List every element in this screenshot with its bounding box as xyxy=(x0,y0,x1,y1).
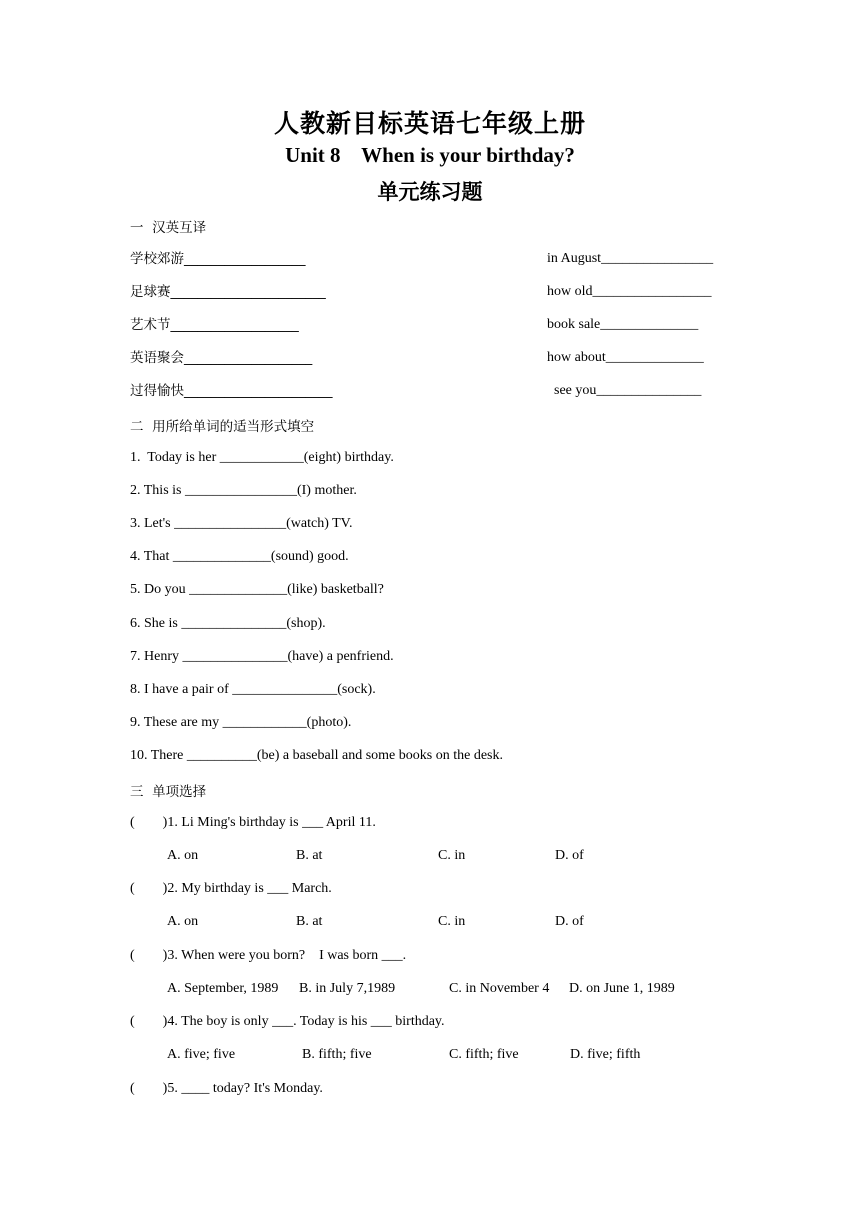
question-2-option-b: B. at xyxy=(296,914,323,929)
question-4-stem: ( )4. The boy is only ___. Today is his ___ birthday. xyxy=(130,1014,445,1029)
fill-item-7: 7. Henry _______________(have) a penfriend. xyxy=(130,649,394,664)
fill-item-2: 2. This is ________________(I) mother. xyxy=(130,483,357,498)
fill-item-5: 5. Do you ______________(like) basketball? xyxy=(130,582,384,597)
question-2-option-d: D. of xyxy=(555,914,584,929)
question-4-option-a: A. five; five xyxy=(167,1047,236,1062)
question-5-stem: ( )5. ____ today? It's Monday. xyxy=(130,1081,323,1096)
question-1-option-b: B. at xyxy=(296,848,323,863)
question-1-option-c: C. in xyxy=(438,848,466,863)
translation-left-4: 英语聚会___________________ xyxy=(130,350,313,366)
question-2-option-c: C. in xyxy=(438,914,466,929)
question-3-option-d: D. on June 1, 1989 xyxy=(569,981,675,996)
question-4-option-d: D. five; fifth xyxy=(570,1047,641,1062)
question-1-option-d: D. of xyxy=(555,848,584,863)
fill-item-1: 1. Today is her ____________(eight) birthday. xyxy=(130,450,394,465)
question-2-option-a: A. on xyxy=(167,914,199,929)
translation-left-2: 足球赛_______________________ xyxy=(130,284,326,300)
fill-item-8: 8. I have a pair of _______________(sock). xyxy=(130,682,376,697)
translation-left-3: 艺术节___________________ xyxy=(130,317,299,333)
translation-left-1: 学校郊游__________________ xyxy=(130,251,306,267)
question-3-option-b: B. in July 7,1989 xyxy=(299,981,396,996)
translation-right-1: in August________________ xyxy=(547,251,714,266)
unit-title: Unit 8 When is your birthday? xyxy=(285,143,575,167)
section3-heading: 三 单项选择 xyxy=(130,784,207,800)
question-3-option-a: A. September, 1989 xyxy=(167,981,279,996)
translation-right-3: book sale______________ xyxy=(547,317,699,332)
fill-item-6: 6. She is _______________(shop). xyxy=(130,616,326,631)
page-subtitle: 单元练习题 xyxy=(377,180,483,204)
translation-right-4: how about______________ xyxy=(547,350,704,365)
translation-right-5: see you_______________ xyxy=(547,383,702,398)
fill-item-10: 10. There __________(be) a baseball and some books on the desk. xyxy=(130,748,503,763)
question-3-stem: ( )3. When were you born? I was born ___. xyxy=(130,948,407,963)
question-4-option-b: B. fifth; five xyxy=(302,1047,372,1062)
question-3-option-c: C. in November 4 xyxy=(449,981,550,996)
question-1-stem: ( )1. Li Ming's birthday is ___ April 11. xyxy=(130,815,376,830)
fill-item-9: 9. These are my ____________(photo). xyxy=(130,715,352,730)
question-1-option-a: A. on xyxy=(167,848,199,863)
page-title: 人教新目标英语七年级上册 xyxy=(273,109,586,138)
fill-item-3: 3. Let's ________________(watch) TV. xyxy=(130,516,353,531)
translation-left-5: 过得愉快______________________ xyxy=(130,383,333,399)
question-2-stem: ( )2. My birthday is ___ March. xyxy=(130,881,332,896)
translation-right-2: how old_________________ xyxy=(547,284,712,299)
fill-item-4: 4. That ______________(sound) good. xyxy=(130,549,349,564)
question-4-option-c: C. fifth; five xyxy=(449,1047,519,1062)
section2-heading: 二 用所给单词的适当形式填空 xyxy=(130,419,315,435)
section1-heading: 一 汉英互译 xyxy=(130,220,207,236)
